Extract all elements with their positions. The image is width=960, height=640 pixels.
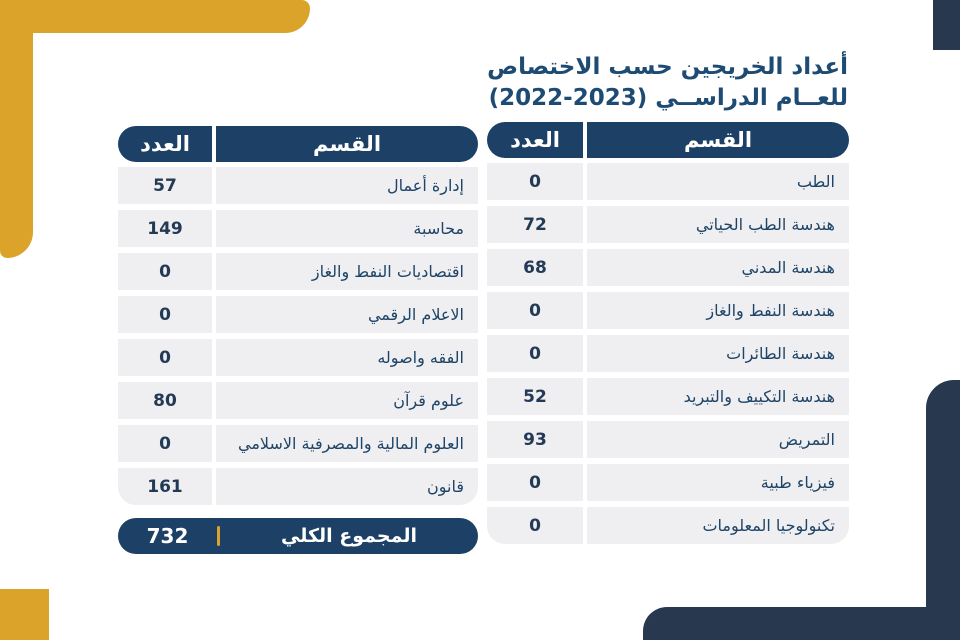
department-cell: إدارة أعمال [216, 167, 478, 204]
table-row [118, 425, 478, 462]
gold-corner-left-arm [0, 0, 33, 258]
department-cell: محاسبة [216, 210, 478, 247]
table-row [118, 296, 478, 333]
department-cell: علوم قرآن [216, 382, 478, 419]
count-cell: 72 [487, 206, 583, 243]
count-cell: 57 [118, 167, 212, 204]
total-value: 732 [146, 524, 189, 548]
count-cell: 0 [487, 163, 583, 200]
table-row [487, 163, 849, 200]
table-row [487, 421, 849, 458]
count-cell: 0 [487, 292, 583, 329]
page-title-line1: أعداد الخريجين حسب الاختصاص [487, 54, 848, 80]
department-cell: هندسة التكييف والتبريد [587, 378, 849, 415]
gold-bottom-left-square [0, 589, 49, 640]
department-cell: هندسة الطائرات [587, 335, 849, 372]
table-row [118, 468, 478, 505]
count-cell: 0 [487, 335, 583, 372]
count-cell: 0 [118, 339, 212, 376]
table-row [487, 507, 849, 544]
count-header: العدد [118, 126, 212, 162]
department-cell: تكنولوجيا المعلومات [587, 507, 849, 544]
right-departments-table [487, 122, 849, 550]
table-row [118, 253, 478, 290]
count-cell: 0 [118, 296, 212, 333]
count-cell: 0 [118, 253, 212, 290]
department-cell: الطب [587, 163, 849, 200]
count-cell: 0 [487, 507, 583, 544]
department-cell: العلوم المالية والمصرفية الاسلامي [216, 425, 478, 462]
table-row [487, 249, 849, 286]
department-header: القسم [216, 126, 478, 162]
navy-top-right-rectangle [933, 0, 960, 50]
table-row [487, 292, 849, 329]
table-row [487, 464, 849, 501]
count-cell: 161 [118, 468, 212, 505]
table-row [487, 335, 849, 372]
count-cell: 52 [487, 378, 583, 415]
count-cell: 149 [118, 210, 212, 247]
navy-corner-bottom-arm [643, 607, 960, 640]
department-cell: هندسة المدني [587, 249, 849, 286]
table-row [487, 378, 849, 415]
department-cell: الاعلام الرقمي [216, 296, 478, 333]
total-divider [217, 526, 220, 546]
department-cell: هندسة الطب الحياتي [587, 206, 849, 243]
count-cell: 0 [487, 464, 583, 501]
count-cell: 80 [118, 382, 212, 419]
department-cell: التمريض [587, 421, 849, 458]
count-cell: 0 [118, 425, 212, 462]
total-row [118, 518, 478, 554]
count-header: العدد [487, 122, 583, 158]
total-label: المجموع الكلي [281, 525, 417, 547]
department-cell: هندسة النفط والغاز [587, 292, 849, 329]
table-row [118, 382, 478, 419]
department-cell: الفقه واصوله [216, 339, 478, 376]
table-header-row [487, 122, 849, 158]
table-row [487, 206, 849, 243]
table-row [118, 167, 478, 204]
count-cell: 68 [487, 249, 583, 286]
department-cell: فيزياء طبية [587, 464, 849, 501]
table-row [118, 210, 478, 247]
table-header-row [118, 126, 478, 162]
page-title-line2: للعــام الدراســي (2023-2022) [488, 85, 848, 111]
department-header: القسم [587, 122, 849, 158]
count-cell: 93 [487, 421, 583, 458]
navy-corner-right-arm [926, 380, 960, 640]
page-title [487, 52, 848, 114]
department-cell: قانون [216, 468, 478, 505]
table-row [118, 339, 478, 376]
left-departments-table [118, 126, 478, 554]
gold-corner-top-arm [0, 0, 310, 33]
department-cell: اقتصاديات النفط والغاز [216, 253, 478, 290]
